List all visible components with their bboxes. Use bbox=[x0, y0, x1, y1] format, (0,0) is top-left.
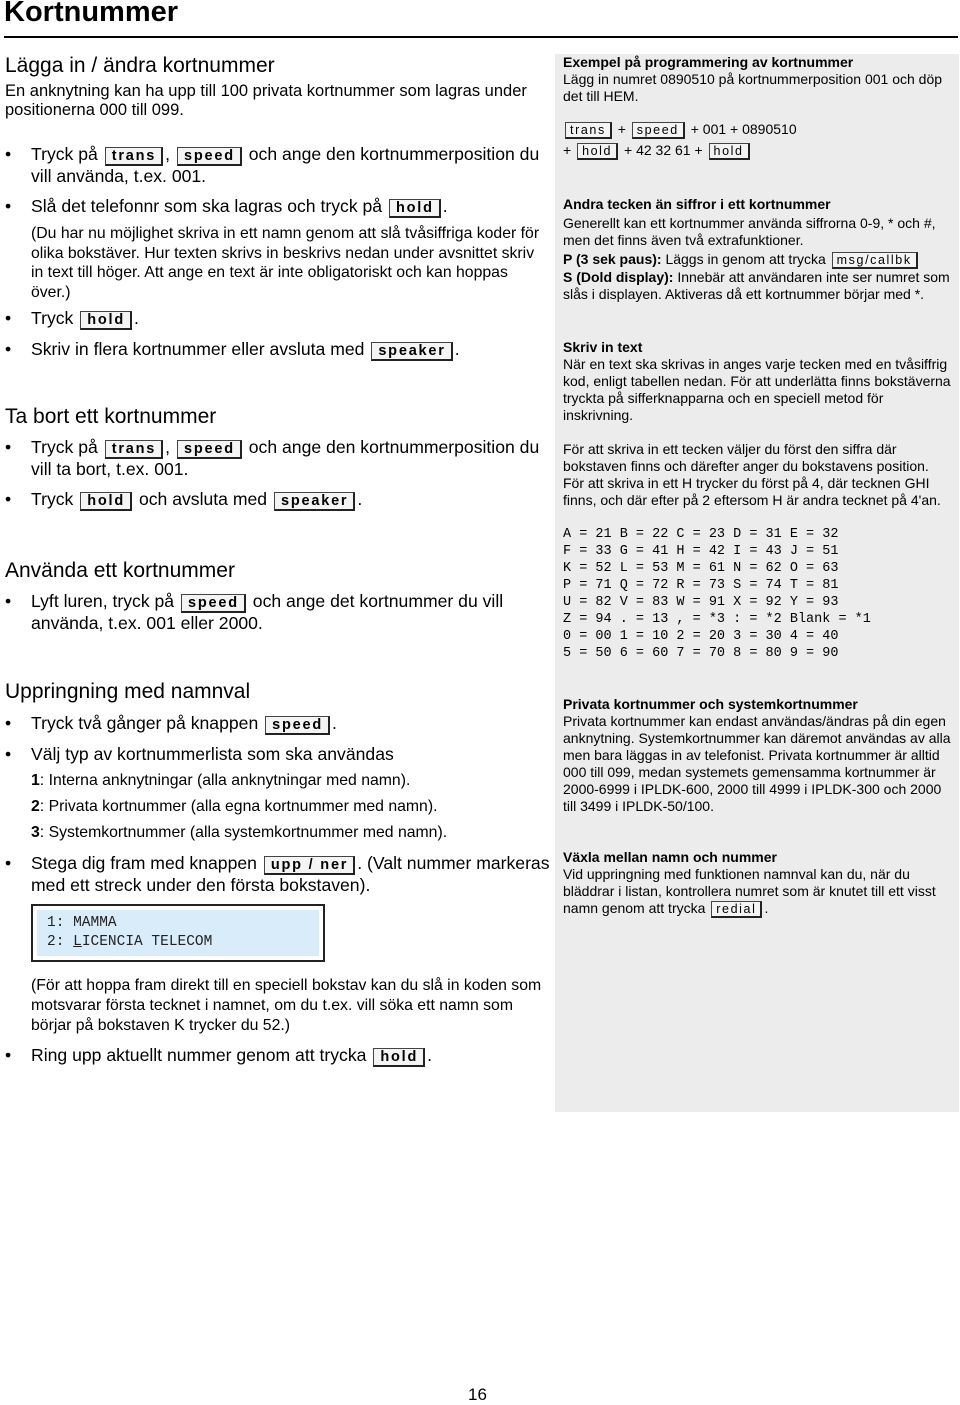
trans-key: trans bbox=[105, 440, 163, 459]
trans-key: trans bbox=[565, 122, 612, 139]
speaker-key: speaker bbox=[274, 492, 355, 511]
lcd-line-1: 1: MAMMA bbox=[47, 915, 117, 931]
list-item: • Slå det telefonnr som ska lagras och tryck på hold . bbox=[5, 196, 448, 216]
hold-key: hold bbox=[80, 311, 132, 330]
private-system-text: Privata kortnummer kan endast användas/ändras på din egen anknytning. Systemkortnummer kan däremot användas av alla men bara läggas in av telefonist. Privata kortnummer är alltid 000 till 099, medan systemets gemensamma kortnummer är 2000-6999 i IPLDK-600, 2000 till 4999 i IPLDK-300 och 2000 till 3499 i IPLDK-50/100. bbox=[563, 713, 951, 814]
bullet-icon: • bbox=[5, 744, 12, 764]
hold-key: hold bbox=[709, 143, 750, 160]
title-rule bbox=[4, 36, 958, 38]
other-chars-heading: Andra tecken än siffror i ett kortnummer bbox=[563, 196, 831, 212]
speed-key: speed bbox=[265, 716, 330, 735]
code-row: F = 33 G = 41 H = 42 I = 43 J = 51 bbox=[563, 544, 839, 559]
lcd-line-2: 2: LICENCIA TELECOM bbox=[47, 934, 213, 950]
speed-key: speed bbox=[181, 594, 246, 613]
speed-key: speed bbox=[632, 122, 685, 139]
code-row: K = 52 L = 53 M = 61 N = 62 O = 63 bbox=[563, 561, 839, 576]
write-text-heading: Skriv in text bbox=[563, 339, 643, 355]
speaker-key: speaker bbox=[371, 342, 452, 361]
code-row: Z = 94 . = 13 , = *3 : = *2 Blank = *1 bbox=[563, 612, 871, 627]
bullet-icon: • bbox=[5, 713, 12, 733]
speed-key: speed bbox=[177, 147, 242, 166]
list-item: • Välj typ av kortnummerlista som ska användas bbox=[5, 744, 394, 764]
hidden-display-text: S (Dold display): Innebär att användaren inte ser numret som slås i displayen. Aktiveras då ett kortnummer börjar med *. bbox=[563, 269, 950, 302]
bullet-icon: • bbox=[5, 591, 12, 611]
example-heading: Exempel på programmering av kortnummer bbox=[563, 54, 854, 70]
note-text: (Du har nu möjlighet skriva in ett namn genom att slå tvåsiffriga koder för olika bokstäver. Hur texten skrivs in beskrivs nedan under avsnittet skriv in text till höger. Att ange en text är inte obligatoriskt och kan hoppas över.) bbox=[31, 225, 540, 301]
code-row: U = 82 V = 83 W = 91 X = 92 Y = 93 bbox=[563, 595, 839, 610]
code-row: P = 71 Q = 72 R = 73 S = 74 T = 81 bbox=[563, 578, 839, 593]
switch-heading: Växla mellan namn och nummer bbox=[563, 849, 777, 865]
up-down-key: upp / ner bbox=[264, 856, 355, 875]
hold-key: hold bbox=[80, 492, 132, 511]
example-sequence-2: + hold + 42 32 61 + hold bbox=[563, 142, 951, 160]
page-number: 16 bbox=[468, 1385, 487, 1404]
bullet-icon: • bbox=[5, 196, 12, 216]
write-text-p2: För att skriva in ett tecken väljer du först den siffra där bokstaven finns och därefter anger du bokstavens position. För att skriva in ett H trycker du först på 4, där tecknen GHI finns, och där efter på 2 eftersom H är andra tecknet på 4'an. bbox=[563, 441, 941, 508]
example-sequence-1: trans + speed + 001 + 0890510 bbox=[563, 121, 951, 139]
private-system-heading: Privata kortnummer och systemkortnummer bbox=[563, 696, 858, 712]
redial-key: redial bbox=[711, 901, 762, 918]
bullet-icon: • bbox=[5, 853, 12, 873]
list-item: • Ring upp aktuellt nummer genom att trycka hold . bbox=[5, 1045, 433, 1065]
hold-key: hold bbox=[389, 199, 441, 218]
code-table bbox=[563, 526, 951, 662]
example-text: Lägg in numret 0890510 på kortnummerposition 001 och döp det till HEM. bbox=[563, 71, 943, 104]
sidebar-panel bbox=[555, 54, 959, 1112]
lcd-display bbox=[37, 910, 319, 956]
bullet-icon: • bbox=[5, 437, 12, 457]
list-option-3: 3: Systemkortnummer (alla systemkortnummer med namn). bbox=[31, 824, 448, 841]
list-item: • Tryck hold . bbox=[5, 308, 139, 328]
bullet-icon: • bbox=[5, 339, 12, 359]
speed-key: speed bbox=[177, 440, 242, 459]
bullet-icon: • bbox=[5, 308, 12, 328]
trans-key: trans bbox=[105, 147, 163, 166]
list-item: • Tryck på trans , speed och ange den kortnummerposition du vill använda, t.ex. 001. bbox=[5, 144, 540, 186]
msg-callbk-key: msg/callbk bbox=[832, 252, 918, 269]
list-item: • Skriv in flera kortnummer eller avsluta med speaker . bbox=[5, 339, 460, 359]
display-frame bbox=[31, 904, 325, 962]
list-option-1: 1: Interna anknytningar (alla anknytningar med namn). bbox=[31, 772, 411, 789]
bullet-icon: • bbox=[5, 144, 12, 164]
write-text-p1: När en text ska skrivas in anges varje tecken med en tvåsiffrig kod, enligt tabellen nedan. För att underlätta finns bokstäverna tryckta på sifferknapparna och en speciell metod för inskrivning. bbox=[563, 356, 951, 423]
page-title: Kortnummer bbox=[4, 0, 179, 28]
list-item: • Tryck två gånger på knappen speed . bbox=[5, 713, 337, 733]
code-row: 0 = 00 1 = 10 2 = 20 3 = 30 4 = 40 bbox=[563, 629, 839, 644]
pause-text: P (3 sek paus): Läggs in genom att trycka msg/callbk bbox=[563, 251, 951, 269]
section-heading-add: Lägga in / ändra kortnummer bbox=[5, 54, 275, 77]
hold-key: hold bbox=[577, 143, 618, 160]
section-heading-name-dial: Uppringning med namnval bbox=[5, 680, 251, 703]
note-text: (För att hoppa fram direkt till en speciell bokstav kan du slå in koden som motsvarar första tecknet i namnet, om du t.ex. vill söka ett namn som börjar på bokstaven K trycker du 52.) bbox=[31, 977, 542, 1034]
code-row: 5 = 50 6 = 60 7 = 70 8 = 80 9 = 90 bbox=[563, 646, 839, 661]
list-option-2: 2: Privata kortnummer (alla egna kortnummer med namn). bbox=[31, 798, 438, 815]
section-heading-use: Använda ett kortnummer bbox=[5, 559, 235, 582]
list-item: • Lyft luren, tryck på speed och ange det kortnummer du vill använda, t.ex. 001 eller 2000. bbox=[5, 591, 504, 633]
switch-text: Vid uppringning med funktionen namnval kan du, när du bläddrar i listan, kontrollera numret som är knutet till ett visst namn genom att trycka redial . bbox=[563, 866, 936, 916]
code-row: A = 21 B = 22 C = 23 D = 31 E = 32 bbox=[563, 527, 839, 542]
list-item: • Tryck på trans , speed och ange den kortnummerposition du vill ta bort, t.ex. 001. bbox=[5, 437, 540, 479]
section-heading-delete: Ta bort ett kortnummer bbox=[5, 405, 217, 428]
intro-text: En anknytning kan ha upp till 100 privata kortnummer som lagras under positionerna 000 till 099. bbox=[5, 82, 527, 119]
hold-key: hold bbox=[373, 1048, 425, 1067]
bullet-icon: • bbox=[5, 1045, 12, 1065]
list-item: • Tryck hold och avsluta med speaker . bbox=[5, 489, 363, 509]
left-column bbox=[5, 54, 550, 1067]
other-chars-text: Generellt kan ett kortnummer använda siffrorna 0-9, * och #, men det finns även två extrafunktioner. bbox=[563, 215, 936, 248]
bullet-icon: • bbox=[5, 489, 12, 509]
list-item: • Stega dig fram med knappen upp / ner . (Valt nummer markeras med ett streck under den första bokstaven). bbox=[5, 853, 550, 895]
